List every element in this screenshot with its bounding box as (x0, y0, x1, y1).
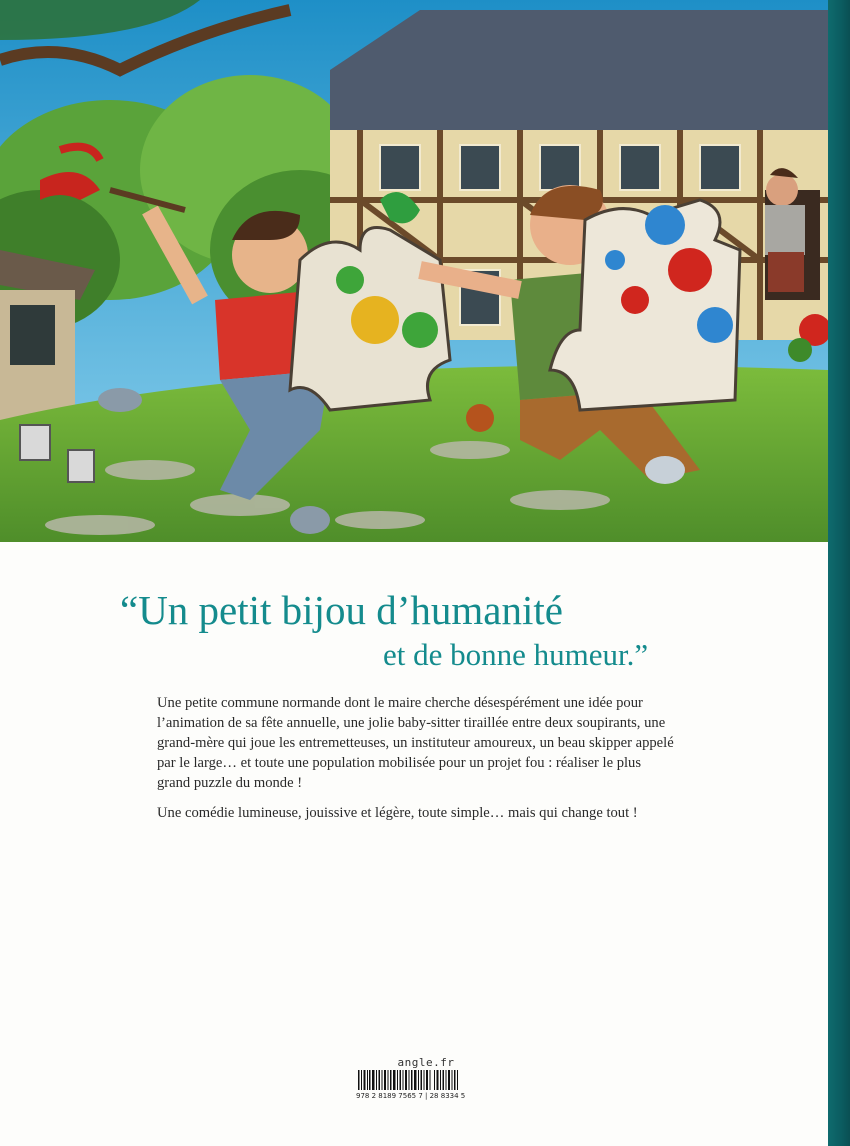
quote-line-2: et de bonne humeur.” (383, 637, 649, 672)
publisher-website: angle.fr (397, 1056, 455, 1069)
cover-illustration (0, 0, 828, 542)
comic-artwork (0, 0, 828, 542)
blurb-paragraph-2: Une comédie lumineuse, jouissive et légère, toute simple… mais qui change tout ! (157, 805, 638, 821)
quote-line-1: “Un petit bijou d’humanité (120, 587, 563, 633)
barcode (358, 1070, 460, 1090)
cover-spine (828, 0, 850, 1146)
puzzle-piece-left (290, 228, 450, 411)
isbn-number: 978 2 8189 7565 7 | 28 8334 5 (356, 1092, 466, 1100)
back-cover-blurb (157, 693, 677, 833)
blurb-paragraph-1: Une petite commune normande dont le maire cherche désespérément une idée pour l’animation de sa fête annuelle, une jolie baby-sitter tiraillée entre deux soupirants, une grand-mère qui joue les entremetteuses, un instituteur amoureux, un beau skipper appelé par le large… et toute une population mobilisée pour un projet fou : réaliser le plus grand puzzle du monde ! (157, 695, 674, 791)
